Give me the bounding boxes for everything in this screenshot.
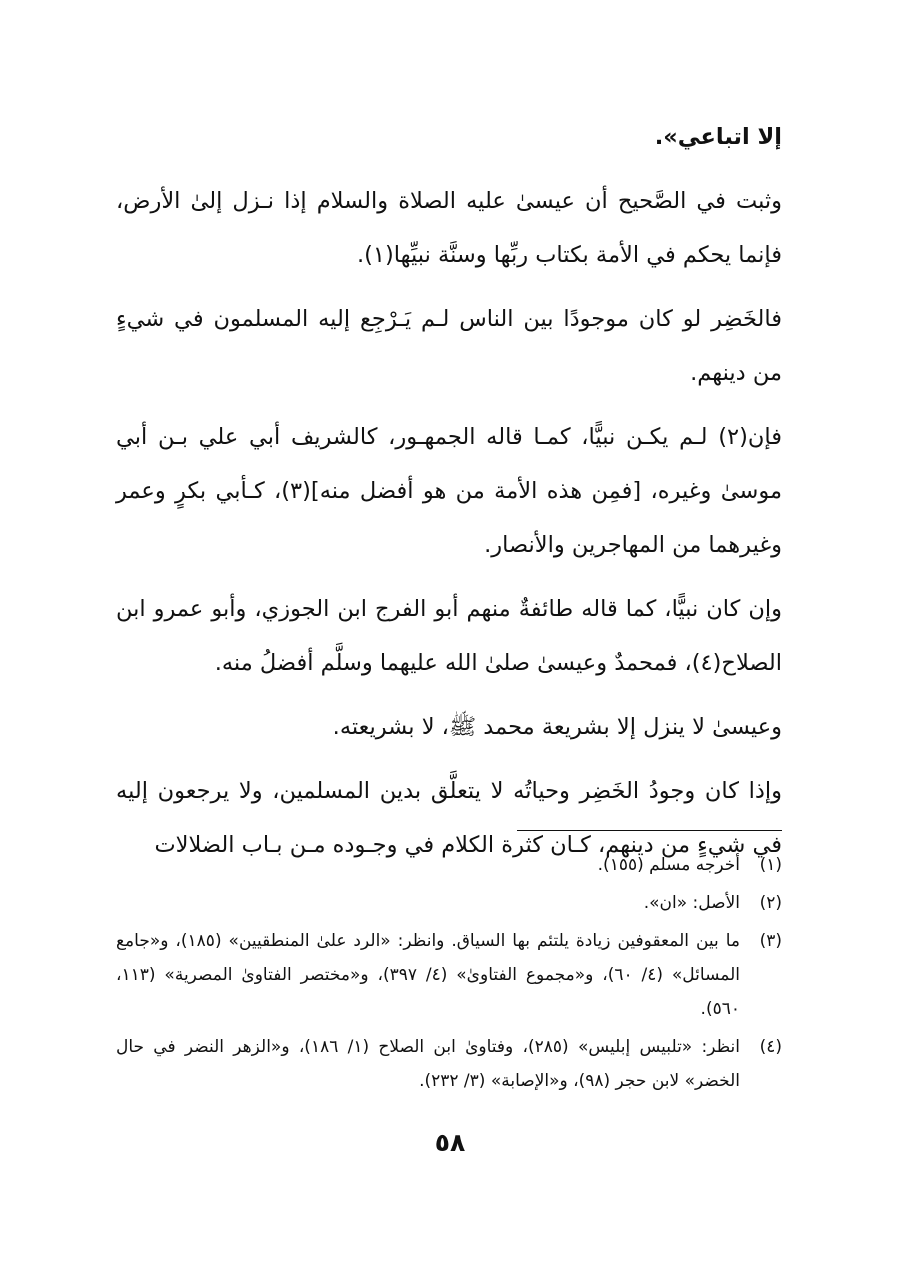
footnote-separator xyxy=(517,830,782,831)
footnote xyxy=(116,1030,782,1098)
paragraph: إلا اتباعي». xyxy=(654,124,782,150)
paragraph: فإن(٢) لـم يكـن نبيًّا، كمـا قاله الجمهـور، كالشريف أبي علي بـن أبي موسىٰ وغيره، [فمِن هذه الأمة من هو أفضل منه](٣)، كـأبي بكرٍ وعمر وغيرهما من المهاجرين والأنصار. xyxy=(116,424,782,558)
footnote-number: (٢) xyxy=(759,893,782,913)
footnote-number: (٤) xyxy=(759,1037,782,1057)
paragraph: وعيسىٰ لا ينزل إلا بشريعة محمد ﷺ، لا بشريعته. xyxy=(332,714,782,740)
footnotes xyxy=(116,848,782,1102)
paragraph: فالخَضِر لو كان موجودًا بين الناس لـم يَـرْجِع إليه المسلمون في شيءٍ من دينهم. xyxy=(116,306,782,386)
page-number: ٥٨ xyxy=(434,1128,466,1157)
footnote xyxy=(116,886,782,920)
footnote-number: (٣) xyxy=(759,931,782,951)
paragraph: وإذا كان وجودُ الخَضِر وحياتُه لا يتعلَّق بدين المسلمين، ولا يرجعون إليه في شيءٍ من دينهم، كـان كثرة الكلام في وجـوده مـن بـاب الضلالات xyxy=(116,778,782,858)
paragraph: وثبت في الصَّحيح أن عيسىٰ عليه الصلاة والسلام إذا نـزل إلىٰ الأرض، فإنما يحكم في الأمة بكتاب ربِّها وسنَّة نبيِّها(١). xyxy=(116,188,782,268)
main-text xyxy=(116,110,782,872)
paragraph: وإن كان نبيًّا، كما قاله طائفةٌ منهم أبو الفرج ابن الجوزي، وأبو عمرو ابن الصلاح(٤)، فمحمدٌ وعيسىٰ صلىٰ الله عليهما وسلَّم أفضلُ منه. xyxy=(116,596,782,676)
footnote-number: (١) xyxy=(759,855,782,875)
footnote-text: الأصل: «ان». xyxy=(643,893,740,913)
footnote-text: ما بين المعقوفين زيادة يلتئم بها السياق. وانظر: «الرد علىٰ المنطقيين» (١٨٥)، و«جامع المسائل» (٤/ ٦٠)، و«مجموع الفتاوىٰ» (٤/ ٣٩٧)، و«مختصر الفتاوىٰ المصرية» (١١٣، ٥٦٠). xyxy=(116,931,740,1019)
footnote xyxy=(116,848,782,882)
footnote xyxy=(116,924,782,1026)
footnote-text: أخرجه مسلم (١٥٥). xyxy=(597,855,740,875)
footnote-text: انظر: «تلبيس إبليس» (٢٨٥)، وفتاوىٰ ابن الصلاح (١/ ١٨٦)، و«الزهر النضر في حال الخضر» لابن حجر (٩٨)، و«الإصابة» (٣/ ٢٣٢). xyxy=(116,1037,740,1091)
